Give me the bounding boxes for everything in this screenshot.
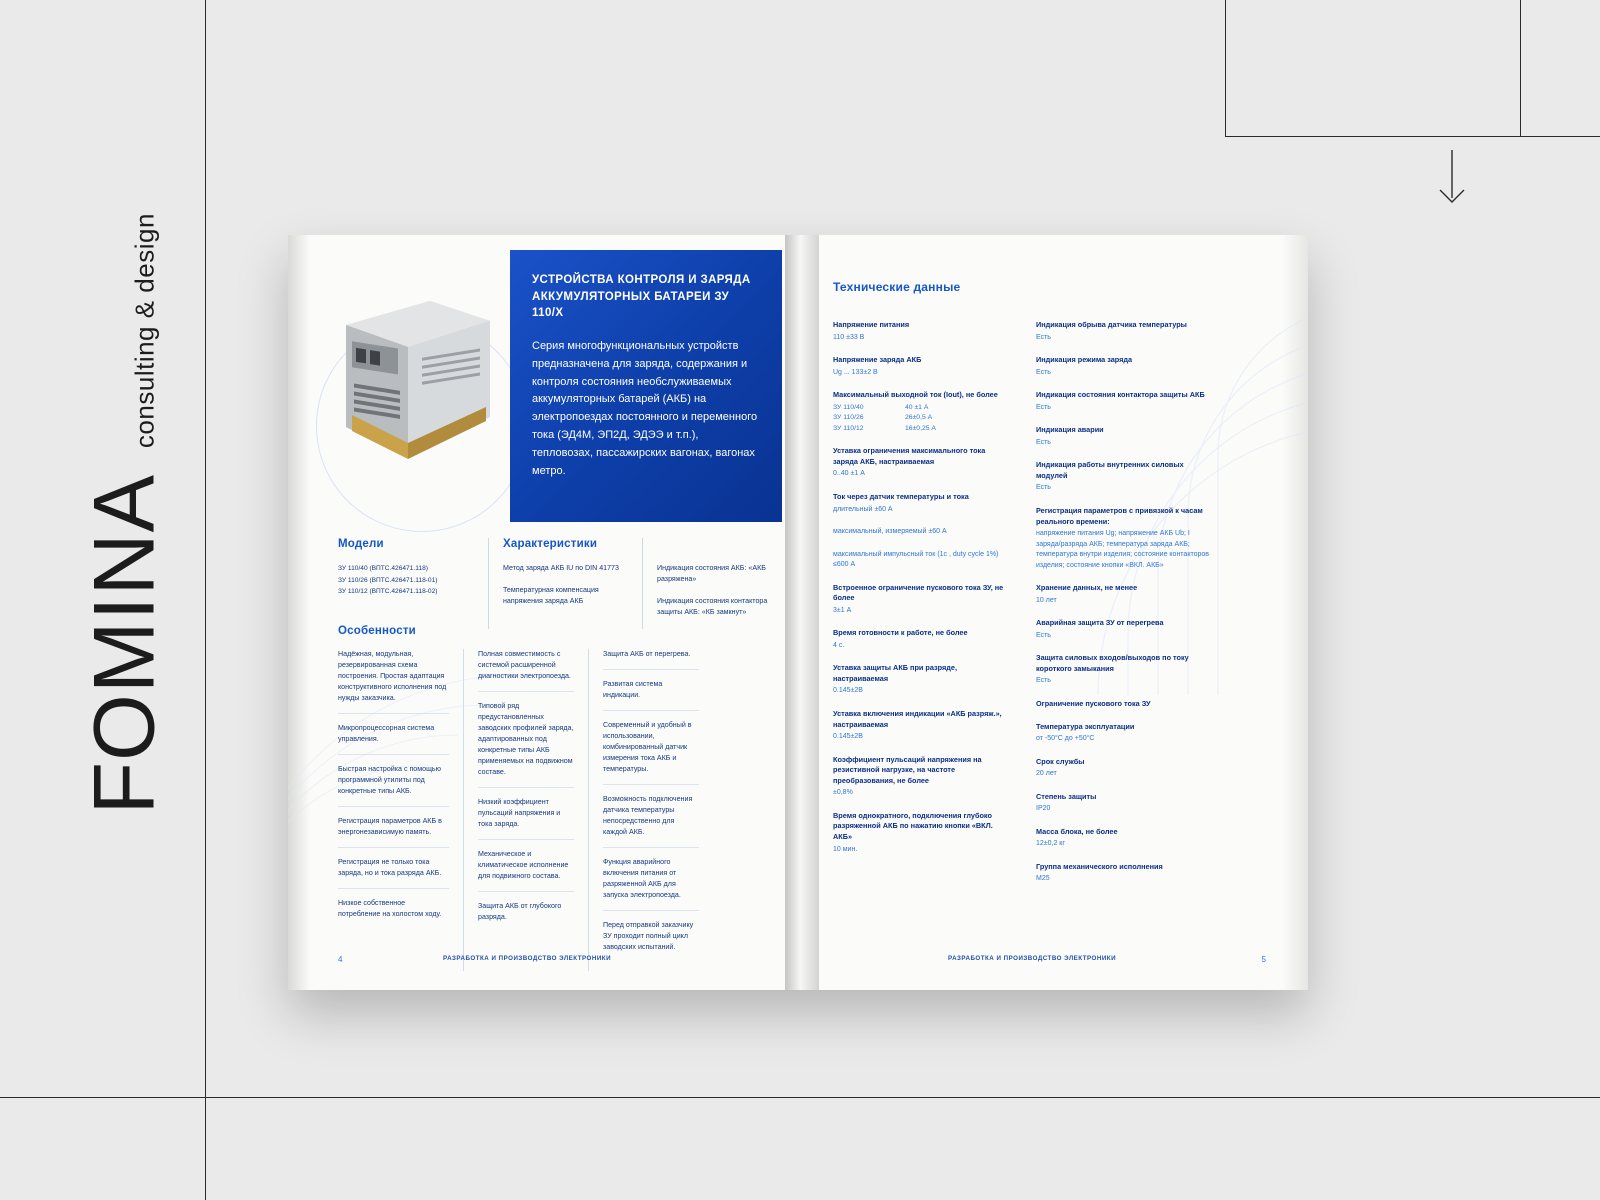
right-page [798, 235, 1308, 990]
left-page-footer: РАЗРАБОТКА И ПРОИЗВОДСТВО ЭЛЕКТРОНИКИ [443, 955, 612, 962]
tech-block [1036, 618, 1211, 641]
tech-block-value: Есть [1036, 403, 1051, 411]
tech-block-value: Ug ... 133±2 В [833, 368, 878, 376]
tech-block-title: Индикация обрыва датчика температуры [1036, 320, 1187, 329]
features-column-1 [338, 649, 463, 971]
frame-line-left [205, 0, 206, 1200]
tech-block-value: максимальный, измеряемый ±60 А [833, 528, 947, 536]
tech-sub-row [833, 403, 1008, 414]
tech-block-max-current [833, 390, 1008, 434]
tech-block [833, 446, 1008, 480]
model-item: ЗУ 110/40 (ВПТС.426471.118) [338, 565, 428, 572]
tech-block [833, 709, 1008, 743]
characteristics-section [488, 538, 778, 629]
tech-block [1036, 827, 1211, 850]
feature-item: Развитая система индикации. [603, 679, 663, 699]
left-page [288, 235, 798, 990]
feature-item: Защита АКБ от глубокого разряда. [478, 901, 562, 921]
tech-block-title: Индикация аварии [1036, 425, 1104, 435]
tech-block-value: длительный ±60 А [833, 505, 893, 513]
tech-block-title: Максимальный выходной ток (Iout), не более [833, 390, 998, 400]
models-heading: Модели [338, 538, 384, 550]
tech-block-value: Есть [1036, 333, 1051, 341]
down-arrow-icon [1432, 150, 1472, 210]
tech-sub-value: 16±0,25 А [905, 424, 936, 432]
hero-title: УСТРОЙСТВА КОНТРОЛЯ И ЗАРЯДА АККУМУЛЯТОРНЫХ БАТАРЕИ ЗУ 110/X [532, 274, 751, 320]
tech-block-value: 10 мин. [833, 845, 858, 853]
tech-block-value: 0.145±2В [833, 687, 863, 695]
tech-block-value: 3±1 А [833, 606, 852, 614]
tech-block-title: Уставка защиты АКБ при разряде, настраиваемая [833, 663, 957, 683]
tech-sub-label: ЗУ 110/26 [833, 414, 864, 422]
frame-line-far-right [1520, 0, 1521, 137]
tech-block [1036, 792, 1211, 815]
features-column-3 [588, 649, 713, 971]
tech-block [833, 550, 1008, 571]
tech-block-value: Есть [1036, 631, 1051, 639]
tech-block [833, 320, 1008, 343]
tech-block-title: Ограничение пускового тока ЗУ [1036, 698, 1151, 708]
tech-block-title: Коэффициент пульсаций напряжения на резистивной нагрузке, на частоте преобразования, не более [833, 754, 982, 785]
tech-block-title: Степень защиты [1036, 791, 1097, 801]
tech-block-title: Индикация работы внутренних силовых модулей [1036, 460, 1184, 480]
model-item: ЗУ 110/12 (ВПТС.426471.118-02) [338, 588, 438, 596]
tech-block-value: IP20 [1036, 805, 1051, 813]
tech-sub-value: 40 ±1 А [905, 403, 929, 411]
tech-block-title: Масса блока, не более [1036, 826, 1118, 836]
brand-subtitle: consulting & design [129, 213, 160, 449]
tech-block-value: 4 с. [833, 641, 845, 649]
frame-line-right [1225, 0, 1226, 137]
feature-item: Регистрация не только тока заряда, но и тока разряда АКБ. [338, 857, 442, 877]
tech-block [833, 663, 1008, 697]
characteristics-item: Индикация состояния контактора защиты АКБ: «КБ замкнут» [657, 596, 768, 616]
tech-block-value: Есть [1036, 368, 1051, 376]
tech-block [833, 527, 1008, 538]
left-page-number: 4 [338, 955, 343, 964]
tech-block-title: Встроенное ограничение пускового тока ЗУ, не более [833, 582, 1004, 603]
tech-block [1036, 722, 1211, 745]
feature-item: Перед отправкой заказчику ЗУ проходит полный цикл заводских испытаний. [603, 920, 694, 951]
tech-block [1036, 425, 1211, 448]
tech-block-title: Время однократного, подключения глубоко разряженной АКБ по нажатию кнопки «ВКЛ. АКБ» [833, 810, 993, 841]
characteristics-item: Индикация состояния АКБ: «АКБ разряжена» [657, 564, 766, 583]
feature-item: Регистрация параметров АКБ в энергонезависимую память. [338, 816, 442, 836]
feature-item: Низкий коэффициент пульсаций напряжения и тока заряда. [478, 797, 561, 828]
tech-block [833, 583, 1008, 617]
feature-item: Полная совместимость с системой расширенной диагностики электропоезда. [478, 650, 571, 680]
brand-name: FOMINA [76, 474, 173, 815]
hero-block [510, 250, 782, 522]
characteristics-heading: Характеристики [503, 538, 598, 550]
feature-item: Функция аварийного включения питания от разряженной АКБ для запуска электропоезда. [603, 857, 681, 899]
tech-block-title: Ток через датчик температуры и тока [833, 491, 969, 501]
tech-block [1036, 757, 1211, 780]
characteristics-item: Метод заряда АКБ IU по DIN 41773 [503, 564, 619, 572]
feature-item: Современный и удобный в использовании, комбинированный датчик измерения тока АКБ и температуры. [603, 720, 692, 773]
feature-item: Надёжная, модульная, резервированная схема построения. Простая адаптация конструктивного исполнения под нужды заказчика. [338, 650, 447, 702]
features-column-2 [463, 649, 588, 971]
hero-paragraph: Серия многофункциональных устройств предназначена для заряда, содержания и контроля состояния необслуживаемых аккумуляторных батарей (АКБ) на электропоездах постоянного и переменного тока (ЭД4М, ЭП2Д, ЭДЭЭ и т.п.), тепловозах, пассажирских вагонах, вагонах метро. [532, 340, 758, 477]
tech-block-title: Аварийная защита ЗУ от перегрева [1036, 618, 1164, 628]
tech-sub-row [833, 413, 1008, 424]
characteristics-column-2 [642, 538, 778, 629]
models-section [338, 538, 458, 598]
tech-block-value: М25 [1036, 875, 1050, 883]
characteristics-column-1 [488, 538, 624, 629]
tech-block-title: Хранение данных, не менее [1036, 583, 1138, 593]
tech-block-value: максимальный импульсный ток (1с , duty cycle 1%) ≤600 А [833, 550, 999, 569]
feature-item: Механическое и климатическое исполнение для подвижного состава. [478, 849, 569, 880]
tech-data-heading: Технические данные [833, 280, 961, 294]
tech-block-value: ±0,8% [833, 789, 853, 797]
tech-block-value: 12±0,2 кг [1036, 840, 1065, 848]
tech-block-title: Защита силовых входов/выходов по току короткого замыкания [1036, 653, 1189, 673]
tech-block-value: 0..40 ±1 А [833, 470, 865, 478]
feature-item: Типовой ряд предустановленных заводских профилей заряда, адаптированных под конкретные типы АКБ применяемых на подвижном составе. [478, 701, 574, 776]
features-heading: Особенности [338, 625, 416, 637]
tech-data-columns [833, 320, 1273, 897]
tech-block-title: Уставка включения индикации «АКБ разряж.», настраиваемая [833, 708, 1002, 729]
tech-block-value: 10 лет [1036, 596, 1057, 604]
tech-block-value: 110 ±33 В [833, 333, 865, 341]
tech-block [833, 355, 1008, 378]
tech-block-value: напряжение питания Ug; напряжение АКБ Ub; I заряда/разряда АКБ; температура заряда АКБ; температура внутри изделия; состояние контакторов изделия; состояние кнопки «ВКЛ. АКБ» [1036, 530, 1209, 569]
tech-sub-value: 26±0,5 А [905, 414, 933, 422]
tech-block-title: Группа механического исполнения [1036, 861, 1163, 871]
tech-block-title: Срок службы [1036, 756, 1085, 766]
frame-line-top-right [1225, 136, 1600, 137]
tech-block-title: Индикация состояния контактора защиты АКБ [1036, 390, 1205, 400]
tech-block [833, 628, 1008, 651]
tech-block [1036, 390, 1211, 413]
tech-block [833, 492, 1008, 515]
feature-item: Микропроцессорная система управления. [338, 723, 435, 743]
tech-block-title: Регистрация параметров с привязкой к часам реального времени: [1036, 505, 1203, 526]
feature-item: Низкое собственное потребление на холостом ходу. [338, 898, 442, 918]
tech-block-title: Уставка ограничения максимального тока заряда АКБ, настраиваемая [833, 446, 986, 466]
tech-sub-label: ЗУ 110/40 [833, 403, 864, 411]
tech-column-1 [833, 320, 1008, 897]
tech-block [1036, 355, 1211, 378]
tech-block-title: Температура эксплуатации [1036, 721, 1135, 731]
tech-block-value: Есть [1036, 677, 1051, 685]
tech-sub-label: ЗУ 110/12 [833, 424, 864, 432]
tech-block [1036, 583, 1211, 606]
product-photo [338, 295, 498, 480]
tech-block [833, 755, 1008, 799]
feature-item: Защита АКБ от перегрева. [603, 650, 691, 658]
tech-block-title: Индикация режима заряда [1036, 355, 1133, 365]
tech-block [1036, 460, 1211, 494]
model-item: ЗУ 110/26 (ВПТС.426471.118-01) [338, 576, 438, 584]
right-page-footer: РАЗРАБОТКА И ПРОИЗВОДСТВО ЭЛЕКТРОНИКИ [948, 955, 1117, 962]
tech-block-title: Напряжение питания [833, 320, 910, 329]
tech-block [1036, 320, 1211, 343]
feature-item: Быстрая настройка с помощью программной утилиты под конкретные типы АКБ. [338, 764, 441, 795]
tech-block-value: Есть [1036, 438, 1051, 446]
features-section [338, 625, 782, 971]
tech-column-2 [1036, 320, 1211, 897]
frame-line-bottom [0, 1097, 1600, 1098]
tech-block-value: от -50°С до +50°С [1036, 735, 1095, 743]
characteristics-item: Температурная компенсация напряжения заряда АКБ [503, 585, 599, 605]
magazine-spread [288, 235, 1308, 990]
tech-block [833, 811, 1008, 855]
tech-block [1036, 862, 1211, 885]
tech-block-title: Время готовности к работе, не более [833, 628, 968, 638]
tech-block [1036, 653, 1211, 687]
tech-block-registration [1036, 506, 1211, 571]
tech-block-value: Есть [1036, 484, 1051, 492]
tech-block-value: 20 лет [1036, 770, 1057, 778]
right-page-number: 5 [1261, 955, 1266, 964]
feature-item: Возможность подключения датчика температуры непосредственно для каждой АКБ. [603, 794, 693, 836]
tech-sub-row [833, 424, 1008, 435]
tech-block-title: Напряжение заряда АКБ [833, 355, 922, 365]
brand-lockup [76, 95, 175, 815]
tech-block [1036, 699, 1211, 710]
tech-block-value: 0.145±2В [833, 733, 863, 741]
